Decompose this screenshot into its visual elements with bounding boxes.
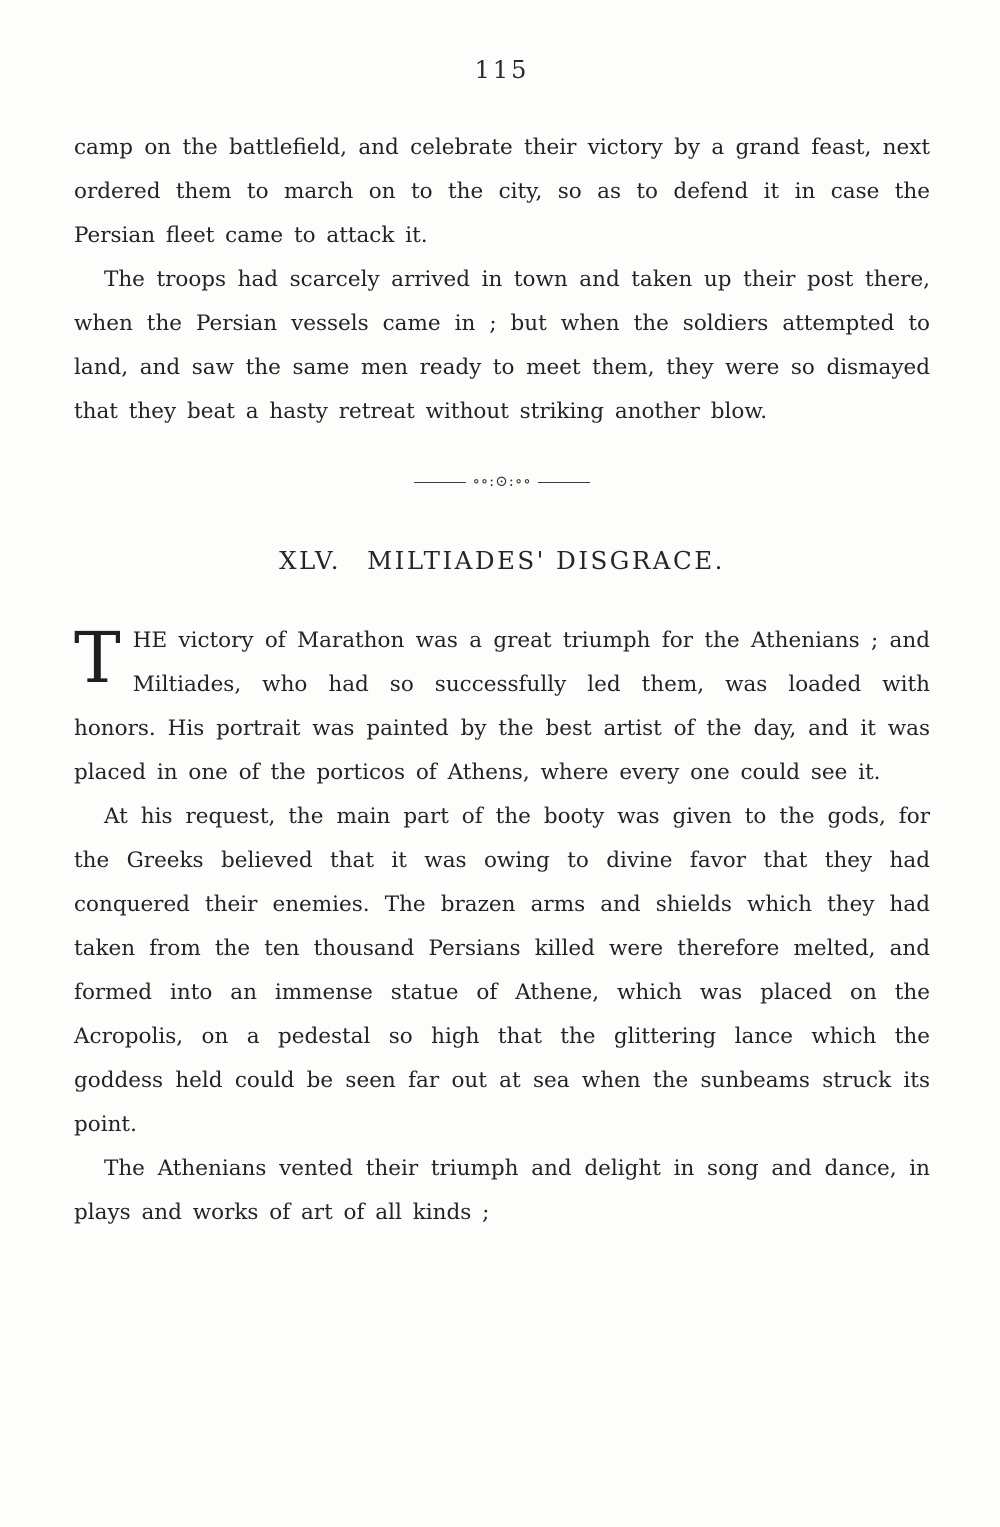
chapter-title: MILTIADES' DISGRACE. [367, 546, 725, 575]
divider-rule-right [538, 482, 590, 483]
paragraph-booty-to-gods: At his request, the main part of the booty was given to the gods, for the Greeks believed that it was owing to divine favor that they had conquered their enemies. The brazen arms and shields which they had taken from the ten thousand Persians killed were therefore melted, and formed into an immense statue of Athene, which was placed on the Acropolis, on a pedestal so high that the glittering lance which the goddess held could be seen far out at sea when the sunbeams struck its point. [74, 804, 930, 1137]
page-number: 115 [474, 56, 530, 84]
divider-ornament: ∘∘:⊙:∘∘ [472, 471, 532, 490]
divider-rule-left [414, 482, 466, 483]
drop-cap: T [74, 617, 121, 699]
paragraph-athenians-triumph: The Athenians vented their triumph and delight in song and dance, in plays and works of art of all kinds ; [74, 1156, 930, 1225]
chapter-heading [74, 546, 930, 575]
section-divider [74, 470, 930, 494]
paragraph-troops-arrived: The troops had scarcely arrived in town and taken up their post there, when the Persian vessels came in ; but when the soldiers attempted to land, and saw the same men ready to meet them, they were so dismayed that they beat a hasty retreat without striking another blow. [74, 267, 930, 424]
paragraph-victory-of-marathon [74, 619, 930, 795]
paragraph-victory-text: HE victory of Marathon was a great triumph for the Athenians ; and Miltiades, who had so successfully led them, was loaded with honors. His portrait was painted by the best artist of the day, and it was placed in one of the porticos of Athens, where every one could see it. [74, 628, 930, 785]
chapter-number: XLV. [279, 546, 342, 575]
paragraph-camp-on-battlefield: camp on the battlefield, and celebrate their victory by a grand feast, next ordered them to march on to the city, so as to defend it in case the Persian fleet came to attack it. [74, 135, 930, 248]
